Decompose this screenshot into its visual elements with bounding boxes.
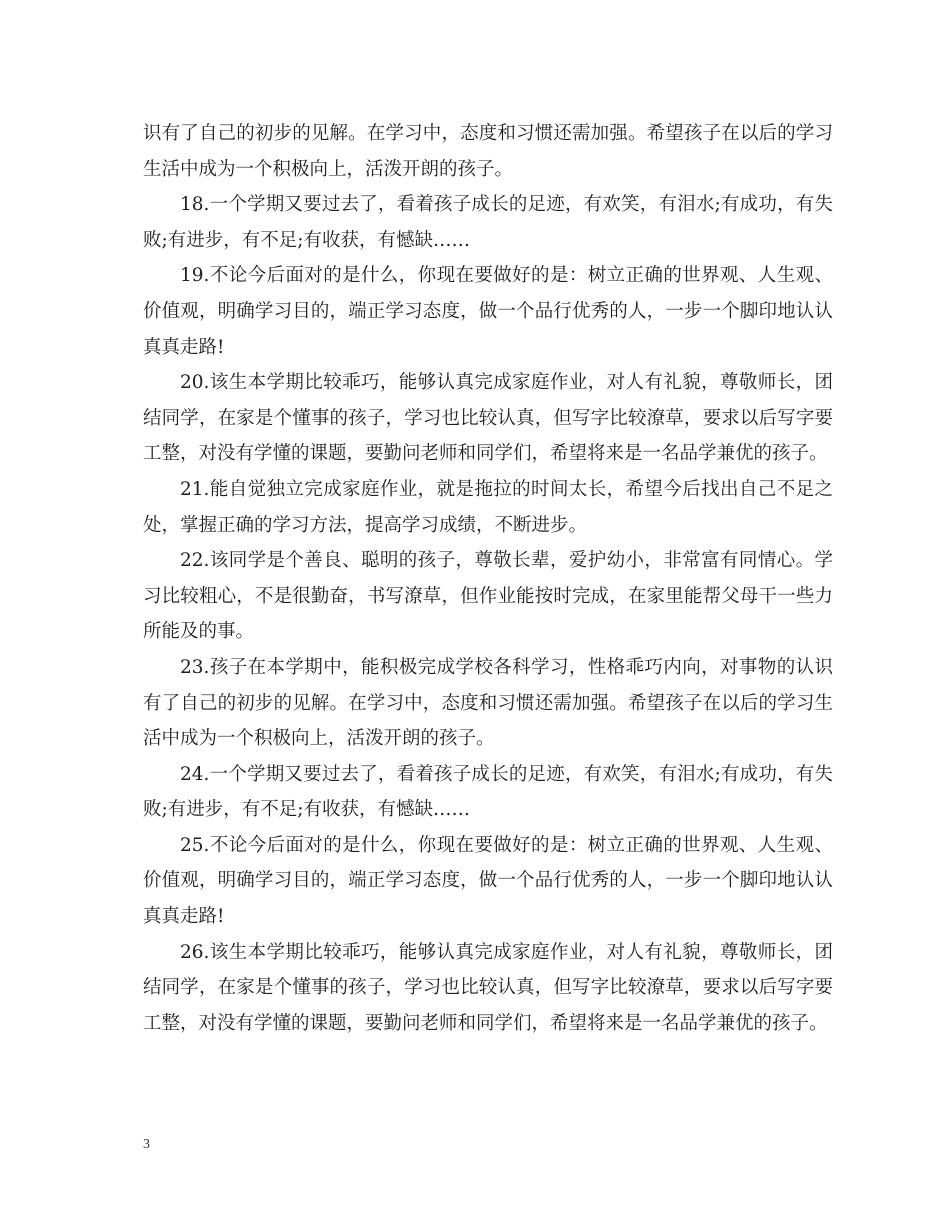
paragraph-item-20: 20.该生本学期比较乖巧，能够认真完成家庭作业，对人有礼貌，尊敬师长，团结同学，在家是个懂事的孩子，学习也比较认真，但写字比较潦草，要求以后写字要工整，对没有学懂的课题，要勤问老师和同学们，希望将来是一名品学兼优的孩子。 [143, 372, 833, 465]
paragraph-item-26: 26.该生本学期比较乖巧，能够认真完成家庭作业，对人有礼貌，尊敬师长，团结同学，在家是个懂事的孩子，学习也比较认真，但写字比较潦草，要求以后写字要工整，对没有学懂的课题，要勤问老师和同学们，希望将来是一名品学兼优的孩子。 [143, 941, 833, 1034]
paragraph-item-19: 19.不论今后面对的是什么，你现在要做好的是：树立正确的世界观、人生观、价值观，明确学习目的，端正学习态度，做一个品行优秀的人，一步一个脚印地认认真真走路! [143, 265, 833, 358]
paragraph-continued: 识有了自己的初步的见解。在学习中，态度和习惯还需加强。希望孩子在以后的学习生活中成为一个积极向上，活泼开朗的孩子。 [143, 123, 833, 180]
page-number: 3 [143, 1137, 150, 1152]
paragraph-item-21: 21.能自觉独立完成家庭作业，就是拖拉的时间太长，希望今后找出自己不足之处，掌握正确的学习方法，提高学习成绩，不断进步。 [143, 478, 833, 536]
paragraph-item-23: 23.孩子在本学期中，能积极完成学校各科学习，性格乖巧内向，对事物的认识有了自己的初步的见解。在学习中，态度和习惯还需加强。希望孩子在以后的学习生活中成为一个积极向上，活泼开朗的孩子。 [143, 656, 833, 750]
paragraph-item-22: 22.该同学是个善良、聪明的孩子，尊敬长辈，爱护幼小，非常富有同情心。学习比较粗心，不是很勤奋，书写潦草，但作业能按时完成，在家里能帮父母干一些力所能及的事。 [143, 550, 833, 643]
paragraph-item-18: 18.一个学期又要过去了，看着孩子成长的足迹，有欢笑，有泪水;有成功，有失败;有进步，有不足;有收获，有憾缺…… [143, 194, 833, 251]
body-text [143, 116, 833, 1041]
paragraph-item-24: 24.一个学期又要过去了，看着孩子成长的足迹，有欢笑，有泪水;有成功，有失败;有进步，有不足;有收获，有憾缺…… [143, 763, 833, 821]
paragraph-item-25: 25.不论今后面对的是什么，你现在要做好的是：树立正确的世界观、人生观、价值观，明确学习目的，端正学习态度，做一个品行优秀的人，一步一个脚印地认认真真走路! [143, 834, 833, 928]
